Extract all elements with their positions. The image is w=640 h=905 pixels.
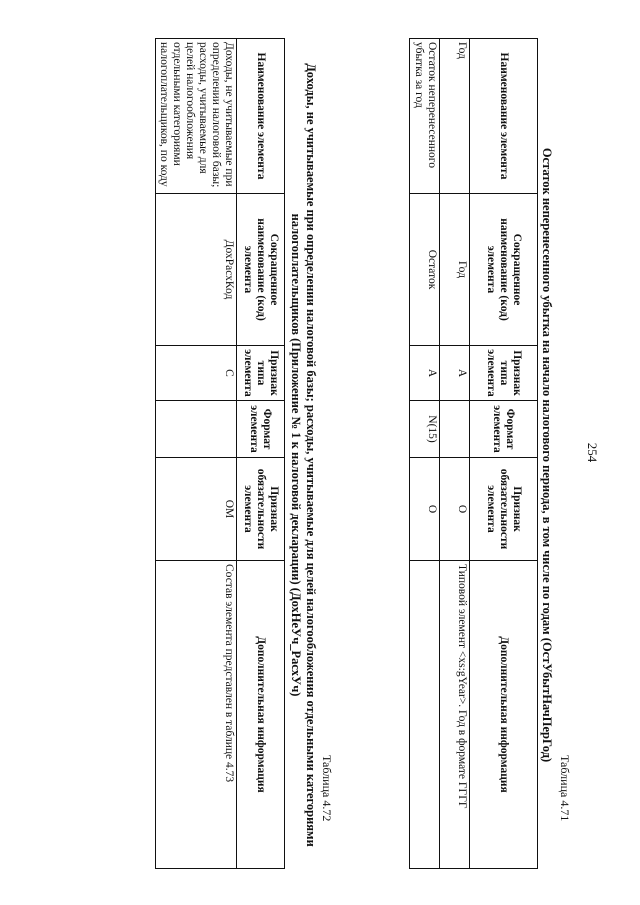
table-cell <box>156 401 237 458</box>
table-4-72-caption: Таблица 4.72 <box>320 755 334 822</box>
table-cell: Остаток <box>410 194 440 346</box>
header-cell: Признак типа элемента <box>470 346 538 401</box>
header-cell: Признак обязательности элемента <box>237 458 285 561</box>
header-cell: Сокращенное наименование (код) элемента <box>470 194 538 346</box>
header-cell: Признак обязательности элемента <box>470 458 538 561</box>
table-cell: ДохРасхКод <box>156 194 237 346</box>
header-cell: Наименование элемента <box>237 39 285 194</box>
header-cell: Наименование элемента <box>470 39 538 194</box>
table-4-71 <box>409 38 538 869</box>
table-header-row <box>470 39 538 869</box>
table-cell: О <box>410 458 440 561</box>
table-cell: Год <box>440 39 470 194</box>
table-cell: Остаток неперенесенного убытка за год <box>410 39 440 194</box>
table-4-72-title: Доходы, не учитываемые при определении налоговой базы; расходы, учитываемые для целей налогообложения отдельными категориями налогоплательщиков (Приложение № 1 к налоговой декларации) (ДохНеУч_РасхУч) <box>289 63 318 847</box>
table-cell <box>410 561 440 869</box>
header-cell: Дополнительная информация <box>237 561 285 869</box>
table-cell: Состав элемента представлен в таблице 4.73 <box>156 561 237 869</box>
table-cell: А <box>440 346 470 401</box>
table-4-71-caption: Таблица 4.71 <box>558 755 572 822</box>
header-cell: Дополнительная информация <box>470 561 538 869</box>
table-cell: Год <box>440 194 470 346</box>
table-row <box>440 39 470 869</box>
table-4-72 <box>155 38 285 869</box>
table-cell: N(15) <box>410 401 440 458</box>
page-number: 254 <box>585 442 600 463</box>
header-cell: Формат элемента <box>237 401 285 458</box>
table-cell <box>440 401 470 458</box>
table-cell: Доходы, не учитываемые при определении налоговой базы; расходы, учитываемые для целей налогообложения отдельными категориями налогоплательщиков, по коду <box>156 39 237 194</box>
table-cell: Типовой элемент <xs:gYear>. Год в формате ГГГГ <box>440 561 470 869</box>
table-4-71-title: Остаток неперенесенного убытка на начало налогового периода, в том числе по годам (ОстУбытНачПерГод) <box>540 147 554 763</box>
table-row <box>156 39 237 869</box>
table-cell: О <box>440 458 470 561</box>
header-cell: Сокращенное наименование (код) элемента <box>237 194 285 346</box>
table-cell: С <box>156 346 237 401</box>
header-cell: Формат элемента <box>470 401 538 458</box>
table-header-row <box>237 39 285 869</box>
table-row <box>410 39 440 869</box>
table-cell: ОМ <box>156 458 237 561</box>
header-cell: Признак типа элемента <box>237 346 285 401</box>
table-cell: А <box>410 346 440 401</box>
